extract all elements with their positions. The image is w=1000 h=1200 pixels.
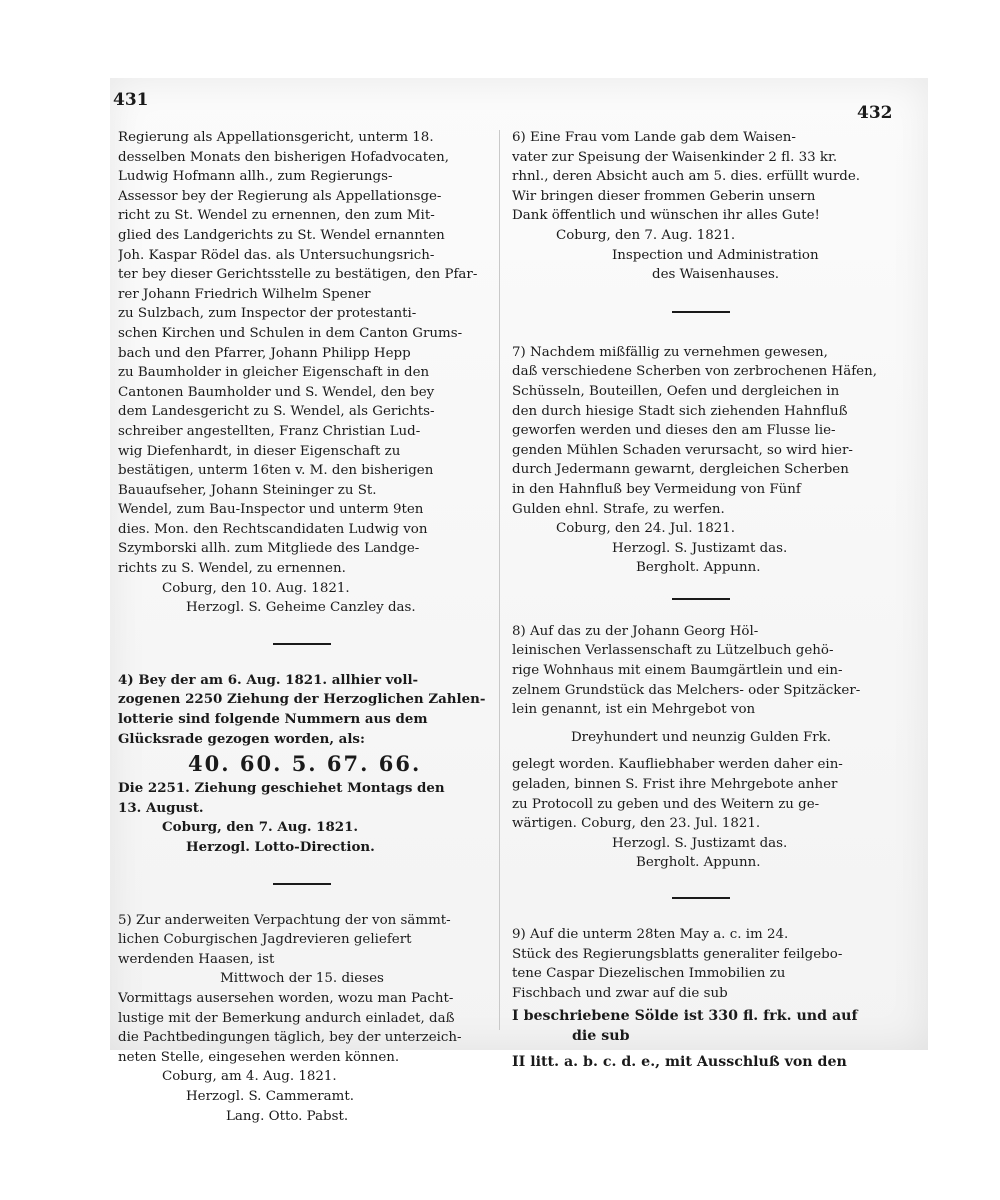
separator-rule <box>273 643 331 645</box>
text-line: Szymborski allh. zum Mitgliede des Landge- <box>118 541 420 557</box>
text-line: Bauaufseher, Johann Steininger zu St. <box>118 482 377 498</box>
text-line: gelegt worden. Kaufliebhaber werden daher ein- <box>512 757 843 773</box>
text-line: richt zu St. Wendel zu ernennen, den zum Mit- <box>118 208 435 224</box>
text-line: 5) Zur anderweiten Verpachtung der von sämmt- <box>118 912 451 928</box>
text-line: geladen, binnen S. Frist ihre Mehrgebote anher <box>512 777 838 793</box>
text-line: die Pachtbedingungen täglich, bey der unterzeich- <box>118 1030 462 1046</box>
notice-signature: Herzogl. S. Geheime Canzley das. <box>186 600 416 616</box>
text-line: Die 2251. Ziehung geschiehet Montags den <box>118 780 445 797</box>
text-line: rige Wohnhaus mit einem Baumgärtlein und ein- <box>512 663 843 679</box>
text-line: zu Baumholder in gleicher Eigenschaft in den <box>118 365 430 381</box>
notice-6 <box>512 128 890 285</box>
notice-signature: Herzogl. S. Cammeramt. <box>186 1088 354 1104</box>
text-line: 8) Auf das zu der Johann Georg Höl- <box>512 623 759 639</box>
notice-9 <box>512 925 890 1072</box>
signatory-names: Bergholt. Appunn. <box>636 855 761 871</box>
text-line: rhnl., deren Absicht auch am 5. dies. erfüllt wurde. <box>512 169 861 185</box>
page-number-left: 431 <box>113 90 149 110</box>
notice-date: Coburg, den 7. Aug. 1821. <box>162 819 359 836</box>
text-line: durch Jedermann gewarnt, dergleichen Scherben <box>512 462 849 478</box>
column-gutter <box>499 130 500 1030</box>
text-line: tene Caspar Diezelischen Immobilien zu <box>512 966 786 982</box>
text-line: lichen Coburgischen Jagdrevieren geliefert <box>118 932 412 948</box>
separator-rule <box>672 897 730 899</box>
text-line: bestätigen, unterm 16ten v. M. den bisherigen <box>118 463 434 479</box>
notice-date: Coburg, am 4. Aug. 1821. <box>162 1069 337 1085</box>
separator-rule <box>672 598 730 600</box>
notice-4 <box>118 671 486 858</box>
text-line: lein genannt, ist ein Mehrgebot von <box>512 702 756 718</box>
notice-7 <box>512 343 890 578</box>
text-line: Mittwoch der 15. dieses <box>220 971 384 987</box>
text-line: Glücksrade gezogen worden, als: <box>118 730 365 747</box>
page-number-right: 432 <box>857 103 893 123</box>
text-line: Wendel, zum Bau-Inspector und unterm 9ten <box>118 502 424 518</box>
text-line: wärtigen. Coburg, den 23. Jul. 1821. <box>512 816 761 832</box>
notice-3 <box>118 128 486 618</box>
text-line: den durch hiesige Stadt sich ziehenden Hahnfluß <box>512 403 848 419</box>
text-line: zu Protocoll zu geben und des Weitern zu ge- <box>512 796 820 812</box>
text-line: schen Kirchen und Schulen in dem Canton Grums- <box>118 325 463 341</box>
notice-signature: des Waisenhauses. <box>652 267 780 283</box>
text-line: 6) Eine Frau vom Lande gab dem Waisen- <box>512 130 796 145</box>
text-line: II litt. a. b. c. d. e., mit Ausschluß von den <box>512 1053 847 1070</box>
text-line: lustige mit der Bemerkung andurch einladet, daß <box>118 1010 455 1026</box>
text-line: Stück des Regierungsblatts generaliter feilgebo- <box>512 946 843 962</box>
text-line: zogenen 2250 Ziehung der Herzoglichen Zahlen- <box>118 691 486 708</box>
text-line: ter bey dieser Gerichtsstelle zu bestätigen, den Pfar- <box>118 267 478 283</box>
text-line: 7) Nachdem mißfällig zu vernehmen gewesen, <box>512 344 828 360</box>
notice-date: Coburg, den 7. Aug. 1821. <box>556 227 736 243</box>
notice-date: Coburg, den 10. Aug. 1821. <box>162 580 350 596</box>
text-line: leinischen Verlassenschaft zu Lützelbuch gehö- <box>512 643 834 659</box>
text-line: vater zur Speisung der Waisenkinder 2 fl. 33 kr. <box>512 149 838 165</box>
separator-rule <box>672 311 730 313</box>
text-line: werdenden Haasen, ist <box>118 951 275 967</box>
text-line: Regierung als Appellationsgericht, unterm 18. <box>118 130 434 145</box>
notice-signature: Herzogl. Lotto-Direction. <box>186 839 375 855</box>
text-line: Vormittags ausersehen worden, wozu man Pacht- <box>118 990 454 1006</box>
text-line: Schüsseln, Bouteillen, Oefen und dergleichen in <box>512 383 840 399</box>
notice-signature: Herzogl. S. Justizamt das. <box>612 540 788 556</box>
text-line: Wir bringen dieser frommen Geberin unsern <box>512 188 816 204</box>
text-line: geworfen werden und dieses den am Flusse lie- <box>512 423 836 439</box>
text-line: richts zu S. Wendel, zu ernennen. <box>118 561 346 577</box>
text-line: Assessor bey der Regierung als Appellationsge- <box>118 188 442 204</box>
text-line: Cantonen Baumholder und S. Wendel, den bey <box>118 384 435 400</box>
text-line: rer Johann Friedrich Wilhelm Spener <box>118 286 371 302</box>
notice-date: Coburg, den 24. Jul. 1821. <box>556 521 736 537</box>
notice-signature: Herzogl. S. Justizamt das. <box>612 835 788 851</box>
bid-amount: Dreyhundert und neunzig Gulden Frk. <box>570 729 832 745</box>
left-column <box>118 128 486 1126</box>
lottery-numbers: 40. 60. 5. 67. 66. <box>188 751 422 777</box>
text-line: wig Diefenhardt, in dieser Eigenschaft zu <box>118 443 401 459</box>
text-line: 4) Bey der am 6. Aug. 1821. allhier voll- <box>118 671 419 688</box>
text-line: Joh. Kaspar Rödel das. als Untersuchungsrich- <box>118 247 435 263</box>
text-line: schreiber angestellten, Franz Christian Lud- <box>118 423 421 439</box>
text-line: lotterie sind folgende Nummern aus dem <box>118 711 428 728</box>
notice-5 <box>118 911 486 1127</box>
right-column <box>512 128 890 1072</box>
text-line: genden Mühlen Schaden verursacht, so wird hier- <box>512 442 853 458</box>
text-line: dies. Mon. den Rechtscandidaten Ludwig von <box>118 521 428 537</box>
text-line: dem Landesgericht zu S. Wendel, als Gerichts- <box>118 404 435 420</box>
text-line: Ludwig Hofmann allh., zum Regierungs- <box>118 169 393 185</box>
signatory-names: Bergholt. Appunn. <box>636 560 761 576</box>
text-line: neten Stelle, eingesehen werden können. <box>118 1049 400 1065</box>
text-line: die sub <box>572 1027 630 1044</box>
text-line: in den Hahnfluß bey Vermeidung von Fünf <box>512 481 801 497</box>
separator-rule <box>273 883 331 885</box>
text-line: I beschriebene Sölde ist 330 fl. frk. und auf <box>512 1008 858 1025</box>
text-line: daß verschiedene Scherben von zerbrochenen Häfen, <box>512 364 877 380</box>
text-line: Gulden ehnl. Strafe, zu werfen. <box>512 501 725 517</box>
text-line: 9) Auf die unterm 28ten May a. c. im 24. <box>512 927 789 942</box>
notice-8 <box>512 622 890 873</box>
text-line: Fischbach und zwar auf die sub <box>512 985 728 1001</box>
text-line: Dank öffentlich und wünschen ihr alles Gute! <box>512 208 820 224</box>
text-line: zu Sulzbach, zum Inspector der protestanti- <box>118 306 417 322</box>
text-line: glied des Landgerichts zu St. Wendel ernannten <box>118 227 445 243</box>
signatory-names: Lang. Otto. Pabst. <box>226 1108 349 1124</box>
text-line: 13. August. <box>118 799 204 816</box>
text-line: bach und den Pfarrer, Johann Philipp Hepp <box>118 345 411 361</box>
notice-signature: Inspection und Administration <box>612 247 819 263</box>
text-line: desselben Monats den bisherigen Hofadvocaten, <box>118 149 449 165</box>
text-line: zelnem Grundstück das Melchers- oder Spitzäcker- <box>512 682 861 698</box>
